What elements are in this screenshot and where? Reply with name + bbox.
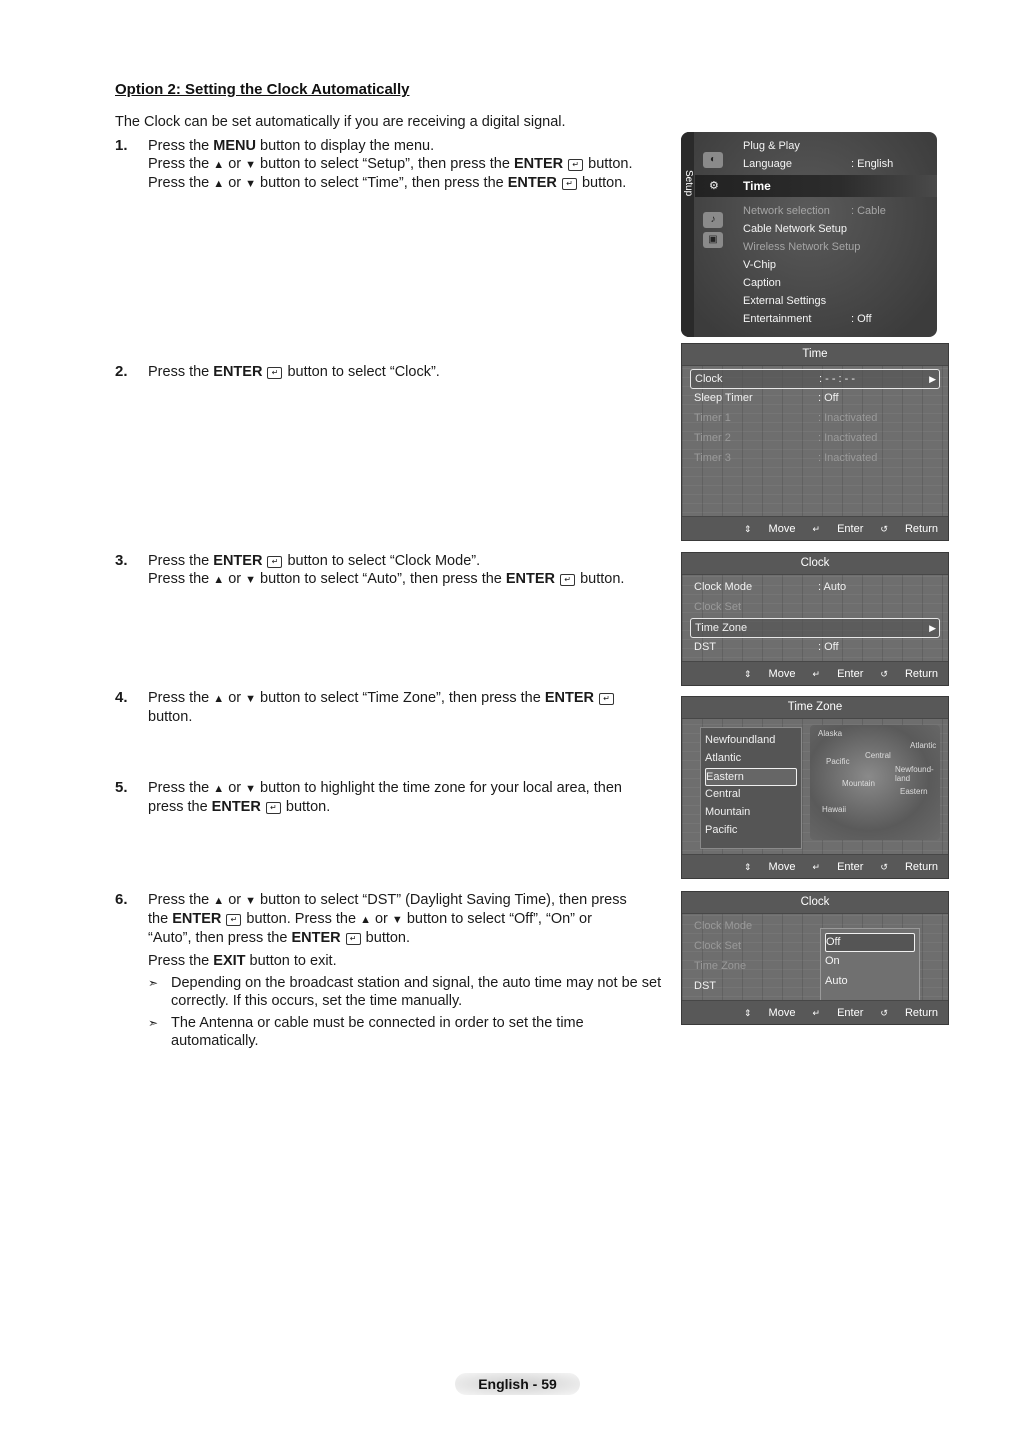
step-line: Press the ▲ or ▼ button to select “DST” (Daylight Saving Time), then press: [148, 892, 627, 908]
up-arrow-icon: ▲: [213, 895, 225, 907]
enter-icon: ↵: [226, 914, 241, 926]
step-5: [115, 779, 668, 816]
step-2: [115, 363, 668, 381]
step-number: 2.: [115, 363, 128, 380]
screen-title: Time Zone: [682, 697, 948, 719]
enter-icon: ↵: [568, 159, 583, 171]
menu-row[interactable]: Clock Mode : Auto: [694, 581, 847, 593]
down-arrow-icon: ▼: [245, 783, 257, 795]
menu-row[interactable]: Timer 3 : Inactivated: [694, 452, 878, 464]
time-zone-item[interactable]: Newfoundland: [705, 734, 776, 746]
map-label: Hawaii: [822, 805, 847, 814]
return-icon: ↺: [880, 862, 888, 872]
step-line: Press the ENTER ↵ button to select “Clock”.: [148, 364, 440, 380]
setup-side-label: Setup: [683, 170, 694, 197]
step-4: [115, 689, 668, 726]
map-label: Eastern: [900, 787, 928, 796]
up-arrow-icon: ▲: [213, 159, 225, 171]
time-zone-item[interactable]: Mountain: [705, 806, 751, 818]
map-label: Mountain: [842, 779, 875, 788]
step-3: [115, 552, 668, 589]
setup-menu-item-selected[interactable]: ⚙ Time: [695, 175, 937, 197]
step-number: 3.: [115, 552, 128, 569]
time-zone-item-selected[interactable]: Eastern: [705, 768, 797, 786]
screen-title: Clock: [682, 553, 948, 575]
time-zone-item[interactable]: Atlantic: [705, 752, 742, 764]
menu-row[interactable]: DST : Off: [694, 641, 839, 653]
dst-option-selected[interactable]: Off: [825, 933, 915, 952]
down-arrow-icon: ▼: [245, 693, 257, 705]
step-line: Press the ▲ or ▼ button to select “Setup”, then press the ENTER ↵ button.: [148, 156, 633, 172]
note: ➣ The Antenna or cable must be connected in order to set the time automatically.: [148, 1015, 584, 1049]
time-zone-item[interactable]: Central: [705, 788, 741, 800]
setup-menu-item[interactable]: Cable Network Setup: [743, 223, 847, 235]
step-number: 5.: [115, 779, 128, 796]
time-zone-map: [810, 725, 940, 840]
move-icon: ⇕: [744, 524, 752, 534]
osd-footer: ⇕ Move ↵ Enter ↺ Return: [682, 854, 948, 878]
menu-row[interactable]: Clock Set: [694, 601, 742, 613]
enter-icon: ↵: [812, 1008, 821, 1018]
step-line: Press the ▲ or ▼ button to select “Time”, then press the ENTER ↵ button.: [148, 175, 627, 191]
return-icon: ↺: [880, 524, 888, 534]
sound-icon: ♪: [703, 212, 723, 228]
step-line: “Auto”, then press the ENTER ↵ button.: [148, 930, 411, 946]
intro-text: The Clock can be set automatically if you are receiving a digital signal.: [115, 114, 566, 130]
step-line: the ENTER ↵ button. Press the ▲ or ▼ button to select “Off”, “On” or: [148, 911, 592, 927]
step-number: 4.: [115, 689, 128, 706]
enter-icon: ↵: [560, 574, 575, 586]
osd-footer: ⇕ Move ↵ Enter ↺ Return: [682, 661, 948, 685]
clock-screen: [681, 552, 949, 686]
enter-icon: ↵: [562, 178, 577, 190]
page-number: English - 59: [455, 1373, 580, 1395]
menu-row[interactable]: DST: [694, 980, 716, 992]
menu-row[interactable]: Clock Mode: [694, 920, 753, 932]
step-line: Press the ENTER ↵ button to select “Clock Mode”.: [148, 553, 481, 569]
down-arrow-icon: ▼: [245, 895, 257, 907]
up-arrow-icon: ▲: [360, 914, 371, 926]
time-screen: [681, 343, 949, 541]
step-line: Press the EXIT button to exit.: [148, 953, 337, 969]
enter-icon: ↵: [266, 802, 281, 814]
step-line: Press the ▲ or ▼ button to select “Time Zone”, then press the ENTER ↵: [148, 689, 668, 708]
map-label: Central: [865, 751, 891, 760]
setup-menu-item[interactable]: Caption: [743, 277, 781, 289]
screen-title: Clock: [682, 892, 948, 914]
menu-row[interactable]: Sleep Timer : Off: [694, 392, 839, 404]
down-arrow-icon: ▼: [245, 159, 257, 171]
map-label: Pacific: [826, 757, 850, 766]
setup-menu-item[interactable]: Entertainment : Off: [743, 313, 872, 325]
map-label: Newfound-land: [895, 765, 934, 783]
setup-menu-item[interactable]: Network selection : Cable: [743, 205, 886, 217]
down-arrow-icon: ▼: [245, 574, 257, 586]
enter-icon: ↵: [812, 524, 821, 534]
setup-menu-item[interactable]: Wireless Network Setup: [743, 241, 861, 253]
menu-row-selected[interactable]: Clock : - - : - - ▶: [690, 369, 940, 389]
enter-icon: ↵: [346, 933, 361, 945]
step-line: Press the MENU button to display the menu.: [148, 138, 435, 154]
menu-row[interactable]: Timer 1 : Inactivated: [694, 412, 878, 424]
osd-footer: ⇕ Move ↵ Enter ↺ Return: [682, 516, 948, 540]
up-arrow-icon: ▲: [213, 178, 225, 190]
note-arrow-icon: ➣: [148, 976, 159, 990]
dst-option[interactable]: On: [825, 955, 840, 967]
step-line: Press the ▲ or ▼ button to select “Auto”, then press the ENTER ↵ button.: [148, 571, 625, 587]
enter-icon: ↵: [812, 862, 821, 872]
down-arrow-icon: ▼: [245, 178, 257, 190]
up-arrow-icon: ▲: [213, 693, 225, 705]
screen-title: Time: [682, 344, 948, 366]
note: ➣ Depending on the broadcast station and signal, the auto time may not be set correctly. If this occurs, set the time manually.: [148, 975, 662, 1009]
step-line: Press the ▲ or ▼ button to highlight the time zone for your local area, then: [148, 780, 622, 796]
time-zone-list: [700, 727, 802, 849]
move-icon: ⇕: [744, 669, 752, 679]
setup-side-tab: [681, 132, 694, 337]
menu-row[interactable]: Time Zone: [694, 960, 747, 972]
step-number: 6.: [115, 891, 128, 908]
menu-row[interactable]: Timer 2 : Inactivated: [694, 432, 878, 444]
right-arrow-icon: ▶: [929, 623, 936, 633]
input-icon: ▣: [703, 232, 723, 248]
setup-menu-item[interactable]: Language : English: [743, 158, 894, 170]
down-arrow-icon: ▼: [391, 914, 403, 926]
up-arrow-icon: ▲: [213, 783, 225, 795]
step-line: press the ENTER ↵ button.: [148, 799, 331, 815]
move-icon: ⇕: [744, 1008, 752, 1018]
dst-option[interactable]: Auto: [825, 975, 848, 987]
osd-footer: ⇕ Move ↵ Enter ↺ Return: [682, 1000, 948, 1024]
map-label: Atlantic: [910, 741, 937, 750]
setup-menu-item[interactable]: External Settings: [743, 295, 827, 307]
menu-row-selected[interactable]: Time Zone ▶: [690, 618, 940, 638]
move-icon: ⇕: [744, 862, 752, 872]
up-arrow-icon: ▲: [213, 574, 225, 586]
time-zone-item[interactable]: Pacific: [705, 824, 738, 836]
enter-icon: ↵: [267, 367, 282, 379]
setup-menu-screen: [681, 132, 937, 337]
enter-icon: ↵: [267, 556, 282, 568]
setup-menu-item[interactable]: Plug & Play: [743, 140, 800, 152]
return-icon: ↺: [880, 1008, 888, 1018]
dst-screen: [681, 891, 949, 1025]
setup-gear-icon: ⚙: [709, 180, 719, 192]
time-zone-screen: [681, 696, 949, 879]
page-heading: Option 2: Setting the Clock Automatically: [115, 81, 410, 98]
step-1: [115, 137, 668, 193]
map-label: Alaska: [818, 729, 843, 738]
note-arrow-icon: ➣: [148, 1016, 159, 1030]
menu-row[interactable]: Clock Set: [694, 940, 742, 952]
right-arrow-icon: ▶: [929, 374, 936, 384]
step-line: button.: [148, 709, 193, 725]
step-number: 1.: [115, 137, 128, 154]
return-icon: ↺: [880, 669, 888, 679]
enter-icon: ↵: [599, 693, 614, 705]
enter-icon: ↵: [812, 669, 821, 679]
step-6: [115, 891, 668, 1050]
setup-menu-item[interactable]: V-Chip: [743, 259, 777, 271]
picture-icon: ◐: [703, 152, 723, 168]
dst-dropdown: [820, 928, 920, 1006]
